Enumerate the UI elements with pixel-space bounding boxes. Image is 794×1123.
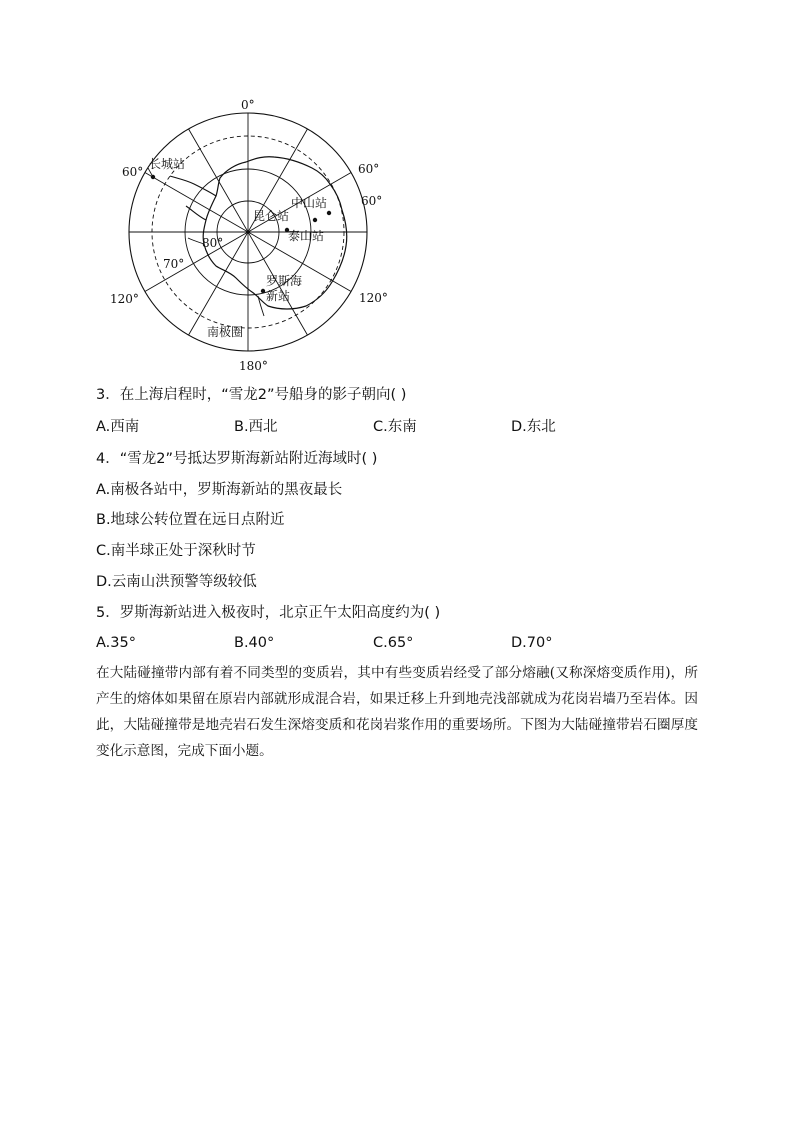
- q5-option-c: C.65°: [373, 635, 414, 651]
- label-60-left: 60°: [122, 165, 144, 179]
- meridian-lines: [129, 113, 367, 351]
- zhongshan-station-dot: [327, 211, 331, 215]
- label-taishan: 泰山站: [288, 229, 325, 243]
- label-antarctic-circle: 南极圈: [207, 325, 244, 339]
- q3-option-a: A.西南: [96, 419, 140, 435]
- reading-passage: 在大陆碰撞带内部有着不同类型的变质岩，其中有些变质岩经受了部分熔融(又称深熔变质作用)，所产生的熔体如果留在原岩内部就形成混合岩，如果迁移上升到地壳浅部就成为花岗岩墙乃至岩体。因此，大陆碰撞带是地壳岩石发生深熔变质和花岗岩浆作用的重要场所。下图为大陆碰撞带岩石圈厚度变化示意图，完成下面小题。: [96, 665, 698, 759]
- ice-shelf-edge: [188, 238, 264, 316]
- label-120-right: 120°: [359, 291, 388, 305]
- q3-option-b: B.西北: [234, 419, 278, 435]
- q3-option-d: D.东北: [511, 419, 556, 435]
- q4-option-b: B.地球公转位置在远日点附近: [96, 512, 285, 528]
- q3-option-c: C.东南: [373, 419, 417, 435]
- label-rossea-1: 罗斯海: [266, 274, 303, 288]
- label-180: 180°: [239, 359, 268, 373]
- question-4-stem: 4．“雪龙2”号抵达罗斯海新站附近海域时( ): [96, 451, 378, 467]
- label-70: 70°: [163, 257, 185, 271]
- label-rossea-2: 新站: [266, 289, 291, 303]
- antarctica-polar-map: [100, 92, 400, 374]
- q4-option-c: C.南半球正处于深秋时节: [96, 543, 256, 559]
- label-changcheng: 长城站: [149, 157, 186, 171]
- q4-option-d: D.云南山洪预警等级较低: [96, 574, 257, 590]
- question-5-stem: 5．罗斯海新站进入极夜时，北京正午太阳高度约为( ): [96, 605, 441, 621]
- q4-option-a: A.南极各站中，罗斯海新站的黑夜最长: [96, 482, 343, 498]
- label-kunlun: 昆仑站: [253, 209, 290, 223]
- question-3-stem: 3．在上海启程时，“雪龙2”号船身的影子朝向( ): [96, 387, 407, 403]
- q5-option-b: B.40°: [234, 635, 275, 651]
- q5-option-d: D.70°: [511, 635, 553, 651]
- label-80: 80°: [202, 236, 224, 250]
- label-60-right-inner: 60°: [361, 194, 383, 208]
- label-0: 0°: [241, 98, 255, 112]
- kunlun-station-dot: [313, 218, 317, 222]
- label-120-left: 120°: [110, 292, 139, 306]
- label-zhongshan: 中山站: [291, 196, 328, 210]
- q5-option-a: A.35°: [96, 635, 136, 651]
- rossea-station-dot: [261, 289, 265, 293]
- antarctica-map-svg: [100, 92, 400, 374]
- label-60-right-outer: 60°: [358, 162, 380, 176]
